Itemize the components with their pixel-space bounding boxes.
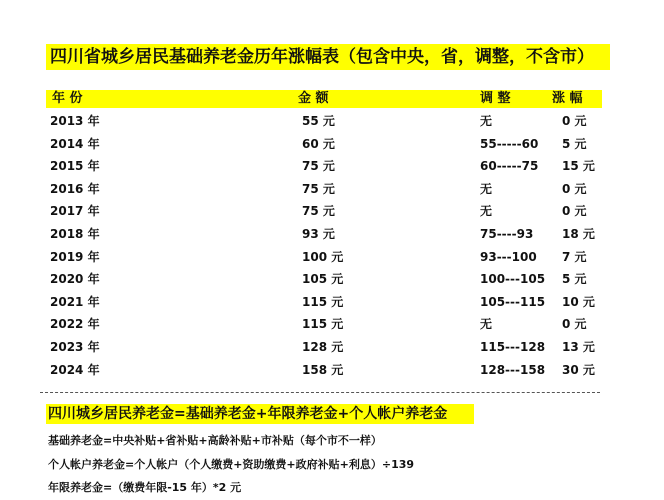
cell-year: 2020 年 bbox=[50, 272, 100, 287]
cell-amount: 115 元 bbox=[302, 294, 344, 309]
cell-adjust: 93---100 bbox=[480, 249, 537, 264]
table-row bbox=[46, 359, 602, 382]
table-row bbox=[46, 223, 602, 246]
cell-increase: 5 元 bbox=[562, 136, 587, 151]
cell-amount: 128 元 bbox=[302, 339, 344, 354]
cell-adjust: 无 bbox=[480, 204, 493, 219]
table-row bbox=[46, 268, 602, 291]
cell-increase: 5 元 bbox=[562, 272, 587, 287]
cell-year: 2021 年 bbox=[50, 294, 100, 309]
cell-amount: 115 元 bbox=[302, 317, 344, 332]
cell-increase: 0 元 bbox=[562, 204, 587, 219]
cell-amount: 100 元 bbox=[302, 249, 344, 264]
table-row bbox=[46, 110, 602, 133]
cell-adjust: 128---158 bbox=[480, 362, 546, 377]
formula-line-basic: 基础养老金=中央补贴+省补贴+高龄补贴+市补贴（每个市不一样） bbox=[48, 434, 382, 447]
cell-year: 2015 年 bbox=[50, 159, 100, 174]
cell-increase: 0 元 bbox=[562, 317, 587, 332]
table-row bbox=[46, 336, 602, 359]
cell-increase: 13 元 bbox=[562, 339, 595, 354]
cell-adjust: 无 bbox=[480, 114, 493, 128]
cell-increase: 7 元 bbox=[562, 249, 587, 264]
cell-increase: 18 元 bbox=[562, 226, 595, 241]
cell-year: 2022 年 bbox=[50, 317, 100, 332]
cell-amount: 60 元 bbox=[302, 136, 335, 151]
cell-year: 2014 年 bbox=[50, 136, 100, 151]
table-row bbox=[46, 246, 602, 269]
cell-adjust: 115---128 bbox=[480, 339, 546, 354]
header-year: 年 份 bbox=[52, 91, 83, 106]
formula-line-years: 年限养老金=（缴费年限-15 年）*2 元 bbox=[48, 481, 242, 494]
cell-amount: 105 元 bbox=[302, 272, 344, 287]
cell-amount: 93 元 bbox=[302, 226, 335, 241]
cell-adjust: 55-----60 bbox=[480, 136, 539, 151]
table-row bbox=[46, 155, 602, 178]
formula-line-personal-account: 个人帐户养老金=个人帐户（个人缴费+资助缴费+政府补贴+利息）÷139 bbox=[48, 458, 415, 471]
cell-adjust: 无 bbox=[480, 317, 493, 332]
cell-increase: 0 元 bbox=[562, 181, 587, 196]
cell-increase: 0 元 bbox=[562, 114, 587, 128]
cell-year: 2013 年 bbox=[50, 114, 100, 128]
cell-year: 2024 年 bbox=[50, 362, 100, 377]
cell-amount: 75 元 bbox=[302, 159, 335, 174]
section-divider bbox=[40, 392, 600, 393]
cell-adjust: 75----93 bbox=[480, 226, 534, 241]
cell-adjust: 60-----75 bbox=[480, 159, 539, 174]
table-row bbox=[46, 200, 602, 223]
table-header bbox=[46, 90, 602, 108]
page-title: 四川省城乡居民基础养老金历年涨幅表（包含中央，省，调整，不含市） bbox=[46, 44, 610, 70]
table-body bbox=[46, 110, 602, 381]
cell-year: 2023 年 bbox=[50, 339, 100, 354]
cell-adjust: 100---105 bbox=[480, 272, 546, 287]
cell-year: 2016 年 bbox=[50, 181, 100, 196]
cell-increase: 30 元 bbox=[562, 362, 595, 377]
cell-year: 2019 年 bbox=[50, 249, 100, 264]
cell-increase: 15 元 bbox=[562, 159, 595, 174]
header-increase: 涨 幅 bbox=[552, 91, 583, 106]
cell-year: 2017 年 bbox=[50, 204, 100, 219]
cell-year: 2018 年 bbox=[50, 226, 100, 241]
cell-increase: 10 元 bbox=[562, 294, 595, 309]
cell-amount: 75 元 bbox=[302, 204, 335, 219]
header-adjust: 调 整 bbox=[480, 91, 511, 106]
table-row bbox=[46, 178, 602, 201]
cell-adjust: 105---115 bbox=[480, 294, 546, 309]
cell-adjust: 无 bbox=[480, 181, 493, 196]
table-row bbox=[46, 133, 602, 156]
table-row bbox=[46, 291, 602, 314]
cell-amount: 55 元 bbox=[302, 114, 335, 128]
cell-amount: 75 元 bbox=[302, 181, 335, 196]
pension-formula-heading: 四川城乡居民养老金=基础养老金+年限养老金+个人帐户养老金 bbox=[46, 404, 474, 424]
cell-amount: 158 元 bbox=[302, 362, 344, 377]
header-amount: 金 额 bbox=[298, 91, 329, 106]
table-row bbox=[46, 313, 602, 336]
